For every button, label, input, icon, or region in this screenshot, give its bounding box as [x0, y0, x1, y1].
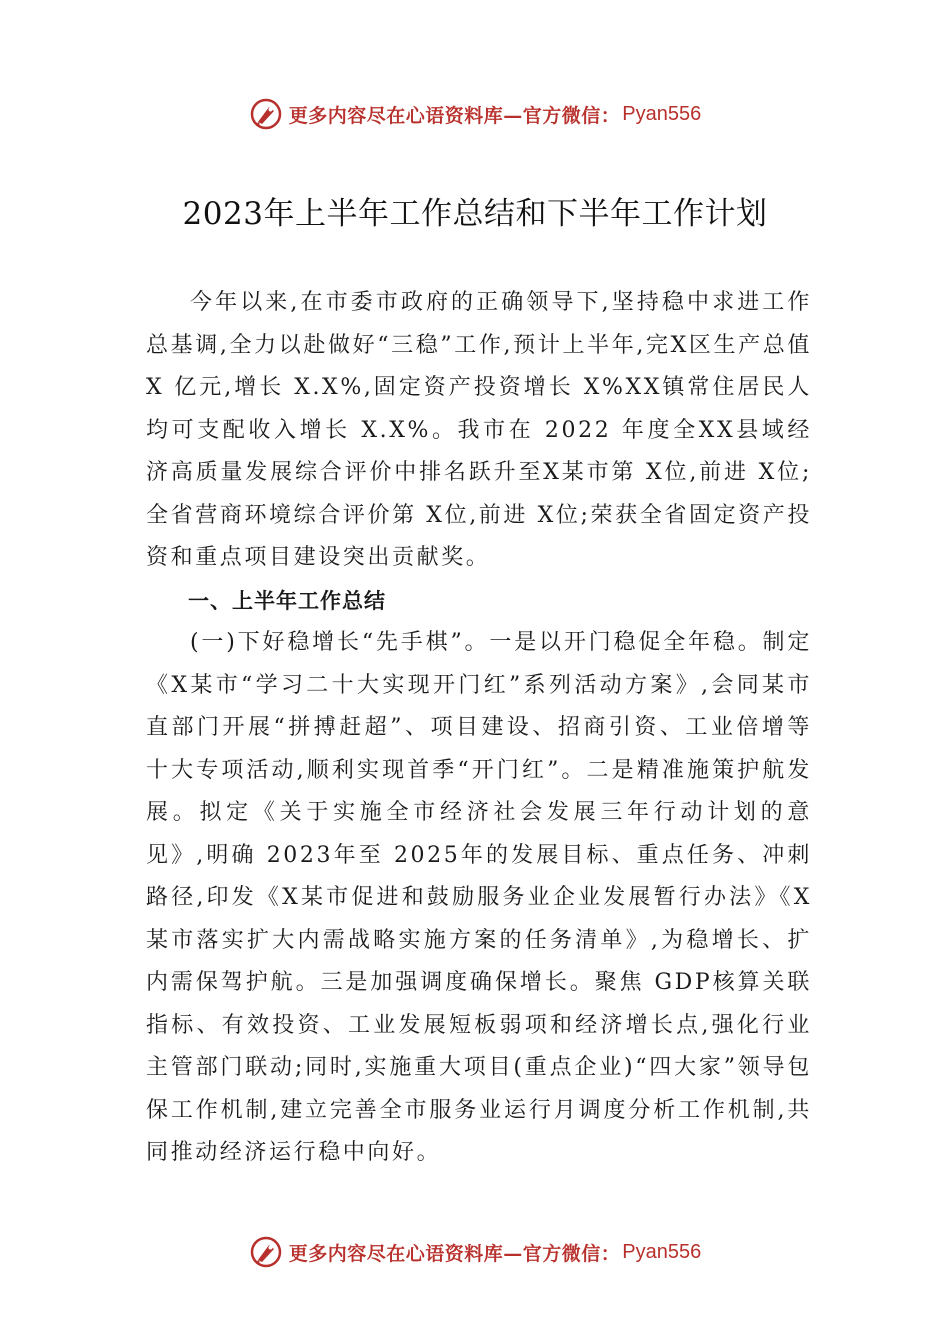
watermark-text: 更多内容尽在心语资料库—官方微信：: [288, 104, 621, 127]
section-paragraph: (一)下好稳增长“先手棋”。一是以开门稳促全年稳。制定《X某市“学习二十大实现开门红”系列活动方案》,会同某市直部门开展“拼搏赶超”、项目建设、招商引资、工业倍增等十大专项活动,顺利实现首季“开门红”。二是精准施策护航发展。拟定《关于实施全市经济社会发展三年行动计划的意见》,明确 2023年至 2025年的发展目标、重点任务、冲刺路径,印发《X某市促进和鼓励服务业企业发展暂行办法》《X某市落实扩大内需战略实施方案的任务清单》,为稳增长、扩内需保驾护航。三是加强调度确保增长。聚焦 GDP核算关联指标、有效投资、工业发展短板弱项和经济增长点,强化行业主管部门联动;同时,实施重大项目(重点企业)“四大家”领导包保工作机制,建立完善全市服务业运行月调度分析工作机制,共同推动经济运行稳中向好。: [146, 630, 812, 1165]
pen-nib-logo-icon: [249, 97, 283, 131]
section-heading: 一、上半年工作总结: [188, 588, 386, 613]
pen-nib-logo-icon: [249, 1235, 283, 1269]
document-body: [146, 282, 812, 1175]
watermark-footer: [0, 1232, 950, 1272]
watermark-handle: Pyan556: [622, 102, 702, 125]
watermark-handle: Pyan556: [622, 1240, 702, 1263]
watermark-header: [0, 94, 950, 134]
watermark-text: 更多内容尽在心语资料库—官方微信：: [288, 1242, 621, 1265]
document-title: 2023年上半年工作总结和下半年工作计划: [182, 196, 768, 232]
intro-paragraph: 今年以来,在市委市政府的正确领导下,坚持稳中求进工作总基调,全力以赴做好“三稳”工作,预计上半年,完X区生产总值 X 亿元,增长 X.X%,固定资产投资增长 X%XX镇常住居民人均可支配收入增长 X.X%。我市在 2022 年度全XX县域经济高质量发展综合评价中排名跃升至X某市第 X位,前进 X位;全省营商环境综合评价第 X位,前进 X位;荣获全省固定资产投资和重点项目建设突出贡献奖。: [146, 290, 812, 570]
